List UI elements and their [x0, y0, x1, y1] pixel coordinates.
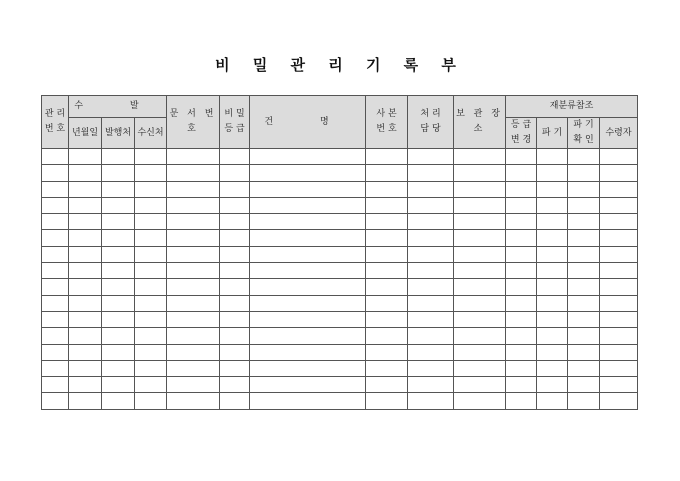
table-cell[interactable]	[42, 149, 69, 165]
table-cell[interactable]	[568, 311, 600, 327]
table-cell[interactable]	[135, 377, 167, 393]
document-title: 비 밀 관 리 기 록 부	[215, 56, 465, 74]
table-cell[interactable]	[102, 377, 135, 393]
table-row	[42, 311, 638, 327]
table-cell[interactable]	[408, 377, 454, 393]
table-cell[interactable]	[366, 328, 408, 344]
table-cell[interactable]	[366, 393, 408, 409]
table-cell[interactable]	[568, 295, 600, 311]
table-cell[interactable]	[135, 295, 167, 311]
table-cell[interactable]	[102, 149, 135, 165]
table-cell[interactable]	[568, 214, 600, 230]
table-cell[interactable]	[366, 360, 408, 376]
table-cell[interactable]	[102, 360, 135, 376]
table-cell[interactable]	[250, 230, 366, 246]
table-cell[interactable]	[135, 214, 167, 230]
table-cell[interactable]	[366, 344, 408, 360]
table-row	[42, 295, 638, 311]
table-cell[interactable]	[537, 181, 568, 197]
table-cell[interactable]	[454, 149, 506, 165]
table-row	[42, 181, 638, 197]
table-cell[interactable]	[600, 360, 638, 376]
table-cell[interactable]	[135, 279, 167, 295]
table-cell[interactable]	[600, 344, 638, 360]
table-cell[interactable]	[69, 295, 102, 311]
table-cell[interactable]	[167, 181, 220, 197]
table-cell[interactable]	[167, 279, 220, 295]
table-cell[interactable]	[220, 328, 250, 344]
table-cell[interactable]	[454, 295, 506, 311]
table-cell[interactable]	[167, 360, 220, 376]
table-cell[interactable]	[454, 263, 506, 279]
table-cell[interactable]	[250, 344, 366, 360]
table-cell[interactable]	[537, 197, 568, 213]
table-cell[interactable]	[600, 165, 638, 181]
table-row	[42, 263, 638, 279]
table-cell[interactable]	[135, 393, 167, 409]
table-cell[interactable]	[135, 149, 167, 165]
table-cell[interactable]	[42, 165, 69, 181]
table-cell[interactable]	[537, 165, 568, 181]
table-cell[interactable]	[408, 149, 454, 165]
table-cell[interactable]	[366, 311, 408, 327]
table-cell[interactable]	[454, 393, 506, 409]
table-cell[interactable]	[42, 214, 69, 230]
table-cell[interactable]	[454, 311, 506, 327]
table-cell[interactable]	[506, 263, 537, 279]
table-cell[interactable]	[42, 360, 69, 376]
table-cell[interactable]	[600, 263, 638, 279]
table-cell[interactable]	[42, 246, 69, 262]
table-cell[interactable]	[220, 360, 250, 376]
header-grade-change: 등 급 변 경	[506, 118, 537, 149]
table-cell[interactable]	[69, 181, 102, 197]
table-cell[interactable]	[600, 246, 638, 262]
table-cell[interactable]	[250, 377, 366, 393]
table-cell[interactable]	[42, 377, 69, 393]
table-cell[interactable]	[42, 311, 69, 327]
table-cell[interactable]	[600, 295, 638, 311]
table-cell[interactable]	[220, 197, 250, 213]
table-cell[interactable]	[568, 393, 600, 409]
table-cell[interactable]	[454, 165, 506, 181]
table-row	[42, 214, 638, 230]
table-cell[interactable]	[506, 393, 537, 409]
table-cell[interactable]	[167, 263, 220, 279]
table-cell[interactable]	[102, 214, 135, 230]
table-cell[interactable]	[250, 197, 366, 213]
table-cell[interactable]	[135, 328, 167, 344]
table-cell[interactable]	[102, 311, 135, 327]
table-row	[42, 328, 638, 344]
table-cell[interactable]	[454, 230, 506, 246]
table-row	[42, 279, 638, 295]
table-cell[interactable]	[408, 360, 454, 376]
table-cell[interactable]	[102, 263, 135, 279]
table-cell[interactable]	[600, 214, 638, 230]
table-cell[interactable]	[506, 328, 537, 344]
table-cell[interactable]	[167, 149, 220, 165]
table-cell[interactable]	[250, 246, 366, 262]
table-cell[interactable]	[568, 246, 600, 262]
table-cell[interactable]	[454, 360, 506, 376]
table-cell[interactable]	[42, 393, 69, 409]
table-cell[interactable]	[506, 246, 537, 262]
table-cell[interactable]	[135, 197, 167, 213]
table-cell[interactable]	[42, 181, 69, 197]
table-cell[interactable]	[600, 197, 638, 213]
table-cell[interactable]	[568, 197, 600, 213]
table-cell[interactable]	[366, 377, 408, 393]
table-cell[interactable]	[506, 165, 537, 181]
table-cell[interactable]	[220, 181, 250, 197]
table-cell[interactable]	[506, 197, 537, 213]
table-cell[interactable]	[167, 328, 220, 344]
table-cell[interactable]	[600, 230, 638, 246]
header-receiver: 수령자	[600, 118, 638, 149]
table-cell[interactable]	[220, 344, 250, 360]
table-cell[interactable]	[69, 246, 102, 262]
table-cell[interactable]	[69, 214, 102, 230]
table-cell[interactable]	[69, 279, 102, 295]
table-cell[interactable]	[568, 328, 600, 344]
table-cell[interactable]	[102, 246, 135, 262]
table-cell[interactable]	[250, 311, 366, 327]
table-row	[42, 393, 638, 409]
table-cell[interactable]	[537, 360, 568, 376]
table-cell[interactable]	[366, 181, 408, 197]
table-cell[interactable]	[102, 344, 135, 360]
table-cell[interactable]	[69, 328, 102, 344]
table-cell[interactable]	[167, 393, 220, 409]
table-cell[interactable]	[102, 181, 135, 197]
table-cell[interactable]	[537, 246, 568, 262]
table-cell[interactable]	[568, 344, 600, 360]
table-cell[interactable]	[102, 279, 135, 295]
table-cell[interactable]	[250, 165, 366, 181]
table-cell[interactable]	[366, 230, 408, 246]
table-cell[interactable]	[42, 279, 69, 295]
table-cell[interactable]	[102, 230, 135, 246]
table-cell[interactable]	[506, 311, 537, 327]
table-row	[42, 197, 638, 213]
header-management-number: 관 리 번 호	[42, 96, 69, 149]
table-cell[interactable]	[506, 295, 537, 311]
table-cell[interactable]	[537, 295, 568, 311]
table-cell[interactable]	[506, 360, 537, 376]
table-cell[interactable]	[220, 311, 250, 327]
table-cell[interactable]	[568, 230, 600, 246]
table-cell[interactable]	[537, 328, 568, 344]
table-cell[interactable]	[537, 149, 568, 165]
header-date: 년월일	[69, 118, 102, 149]
table-cell[interactable]	[506, 149, 537, 165]
table-cell[interactable]	[167, 197, 220, 213]
header-handler: 처 리 담 당	[408, 96, 454, 149]
header-storage-location: 보 관 장 소	[454, 96, 506, 149]
header-dispatch: 수 발	[69, 96, 167, 118]
table-cell[interactable]	[167, 246, 220, 262]
table-cell[interactable]	[506, 344, 537, 360]
table-cell[interactable]	[250, 279, 366, 295]
table-cell[interactable]	[366, 279, 408, 295]
table-cell[interactable]	[366, 246, 408, 262]
table-cell[interactable]	[537, 393, 568, 409]
table-cell[interactable]	[69, 311, 102, 327]
table-cell[interactable]	[220, 149, 250, 165]
table-cell[interactable]	[102, 328, 135, 344]
table-cell[interactable]	[42, 263, 69, 279]
table-cell[interactable]	[366, 214, 408, 230]
table-cell[interactable]	[250, 214, 366, 230]
table-cell[interactable]	[506, 230, 537, 246]
table-cell[interactable]	[167, 344, 220, 360]
table-row	[42, 230, 638, 246]
table-cell[interactable]	[135, 246, 167, 262]
header-destruction-confirm: 파 기 확 인	[568, 118, 600, 149]
header-secret-grade: 비 밀 등 급	[220, 96, 250, 149]
table-cell[interactable]	[220, 246, 250, 262]
table-cell[interactable]	[454, 279, 506, 295]
table-cell[interactable]	[408, 246, 454, 262]
table-cell[interactable]	[454, 181, 506, 197]
table-row	[42, 246, 638, 262]
table-cell[interactable]	[250, 181, 366, 197]
table-cell[interactable]	[506, 279, 537, 295]
table-cell[interactable]	[135, 165, 167, 181]
header-reclassification-reference: 재분류참조	[506, 96, 638, 118]
table-cell[interactable]	[167, 165, 220, 181]
table-cell[interactable]	[600, 279, 638, 295]
table-cell[interactable]	[408, 197, 454, 213]
header-subject: 건 명	[250, 96, 366, 149]
table-cell[interactable]	[135, 181, 167, 197]
table-cell[interactable]	[42, 328, 69, 344]
table-cell[interactable]	[568, 377, 600, 393]
header-copy-number: 사 본 번 호	[366, 96, 408, 149]
table-cell[interactable]	[454, 377, 506, 393]
table-cell[interactable]	[250, 295, 366, 311]
table-cell[interactable]	[42, 295, 69, 311]
table-cell[interactable]	[537, 344, 568, 360]
table-cell[interactable]	[408, 165, 454, 181]
table-cell[interactable]	[537, 377, 568, 393]
table-cell[interactable]	[69, 149, 102, 165]
table-cell[interactable]	[250, 393, 366, 409]
table-cell[interactable]	[454, 344, 506, 360]
table-cell[interactable]	[568, 149, 600, 165]
table-cell[interactable]	[135, 230, 167, 246]
table-cell[interactable]	[69, 197, 102, 213]
table-cell[interactable]	[250, 149, 366, 165]
table-cell[interactable]	[69, 393, 102, 409]
table-cell[interactable]	[220, 230, 250, 246]
table-cell[interactable]	[568, 279, 600, 295]
table-row	[42, 165, 638, 181]
table-cell[interactable]	[69, 344, 102, 360]
table-cell[interactable]	[366, 263, 408, 279]
table-cell[interactable]	[167, 377, 220, 393]
table-cell[interactable]	[600, 149, 638, 165]
table-cell[interactable]	[537, 214, 568, 230]
table-cell[interactable]	[408, 311, 454, 327]
table-cell[interactable]	[135, 360, 167, 376]
table-cell[interactable]	[102, 393, 135, 409]
table-cell[interactable]	[42, 344, 69, 360]
table-cell[interactable]	[167, 214, 220, 230]
table-cell[interactable]	[167, 230, 220, 246]
header-recipient: 수신처	[135, 118, 167, 149]
table-cell[interactable]	[408, 393, 454, 409]
table-cell[interactable]	[366, 295, 408, 311]
table-cell[interactable]	[408, 295, 454, 311]
header-document-number: 문 서 번 호	[167, 96, 220, 149]
table-cell[interactable]	[506, 181, 537, 197]
table-cell[interactable]	[454, 214, 506, 230]
table-cell[interactable]	[69, 360, 102, 376]
table-cell[interactable]	[69, 230, 102, 246]
table-cell[interactable]	[408, 263, 454, 279]
table-cell[interactable]	[220, 393, 250, 409]
table-cell[interactable]	[408, 279, 454, 295]
table-cell[interactable]	[220, 377, 250, 393]
table-cell[interactable]	[537, 263, 568, 279]
table-cell[interactable]	[600, 328, 638, 344]
table-cell[interactable]	[366, 149, 408, 165]
table-cell[interactable]	[250, 263, 366, 279]
table-cell[interactable]	[69, 263, 102, 279]
table-cell[interactable]	[600, 181, 638, 197]
table-cell[interactable]	[454, 328, 506, 344]
table-cell[interactable]	[135, 311, 167, 327]
table-cell[interactable]	[506, 214, 537, 230]
table-cell[interactable]	[600, 377, 638, 393]
table-cell[interactable]	[135, 263, 167, 279]
table-cell[interactable]	[220, 279, 250, 295]
table-cell[interactable]	[537, 230, 568, 246]
table-row	[42, 360, 638, 376]
table-cell[interactable]	[69, 165, 102, 181]
table-cell[interactable]	[135, 344, 167, 360]
table-cell[interactable]	[600, 311, 638, 327]
table-cell[interactable]	[568, 181, 600, 197]
table-cell[interactable]	[167, 295, 220, 311]
secret-management-ledger-table	[41, 95, 638, 410]
table-cell[interactable]	[366, 165, 408, 181]
table-row	[42, 344, 638, 360]
table-cell[interactable]	[250, 328, 366, 344]
table-cell[interactable]	[408, 214, 454, 230]
table-cell[interactable]	[102, 197, 135, 213]
table-cell[interactable]	[600, 393, 638, 409]
table-cell[interactable]	[568, 165, 600, 181]
table-cell[interactable]	[366, 197, 408, 213]
table-cell[interactable]	[408, 344, 454, 360]
table-cell[interactable]	[69, 377, 102, 393]
table-cell[interactable]	[408, 181, 454, 197]
table-cell[interactable]	[568, 263, 600, 279]
table-cell[interactable]	[454, 246, 506, 262]
table-cell[interactable]	[454, 197, 506, 213]
table-row	[42, 377, 638, 393]
table-row	[42, 149, 638, 165]
table-cell[interactable]	[42, 197, 69, 213]
header-destruction: 파 기	[537, 118, 568, 149]
table-cell[interactable]	[220, 295, 250, 311]
table-cell[interactable]	[220, 165, 250, 181]
table-cell[interactable]	[408, 230, 454, 246]
table-cell[interactable]	[102, 295, 135, 311]
table-cell[interactable]	[568, 360, 600, 376]
table-cell[interactable]	[506, 377, 537, 393]
table-cell[interactable]	[220, 263, 250, 279]
table-cell[interactable]	[220, 214, 250, 230]
table-cell[interactable]	[537, 279, 568, 295]
table-cell[interactable]	[537, 311, 568, 327]
table-cell[interactable]	[167, 311, 220, 327]
table-cell[interactable]	[408, 328, 454, 344]
header-issuer: 발행처	[102, 118, 135, 149]
table-cell[interactable]	[250, 360, 366, 376]
table-cell[interactable]	[102, 165, 135, 181]
table-cell[interactable]	[42, 230, 69, 246]
